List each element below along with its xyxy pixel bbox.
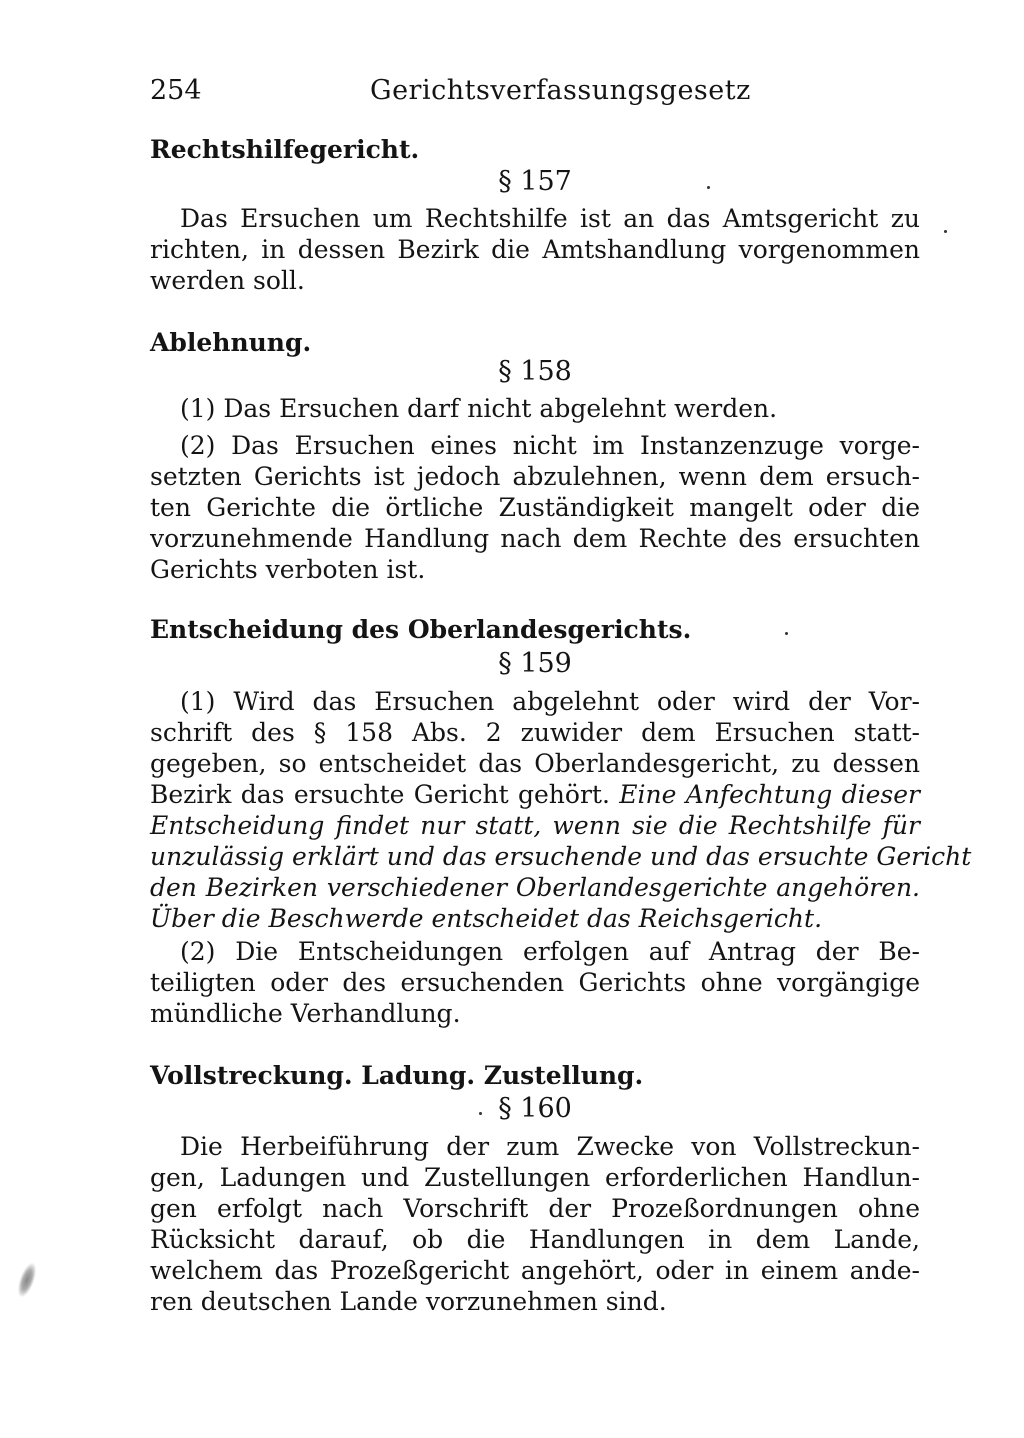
- scan-speck: [707, 186, 710, 189]
- paragraph: [150, 1131, 920, 1317]
- text-line: setzten Gerichts ist jedoch abzulehnen, wenn dem ersuch-: [150, 462, 920, 491]
- text-italic: Eine Anfechtung dieser: [619, 780, 920, 809]
- text-line: Das Ersuchen um Rechtshilfe ist an das Amtsgericht zu: [180, 204, 920, 233]
- scan-speck: [479, 1112, 482, 1115]
- ink-smudge: [14, 1261, 39, 1300]
- section-number: § 158: [498, 356, 572, 387]
- text-line: (2) Die Entscheidungen erfolgen auf Antrag der Be-: [180, 937, 920, 966]
- section-heading: Entscheidung des Oberlandesgerichts.: [150, 615, 692, 644]
- text-line: ten Gerichte die örtliche Zuständigkeit mangelt oder die: [150, 493, 920, 522]
- scan-speck: [785, 632, 788, 635]
- section-number: § 160: [498, 1093, 572, 1124]
- text-line-italic: den Bezirken verschiedener Oberlandesgerichte angehören.: [150, 873, 920, 902]
- paragraph: [150, 936, 920, 1029]
- running-title: Gerichtsverfassungsgesetz: [370, 75, 751, 106]
- text-line: (1) Das Ersuchen darf nicht abgelehnt werden.: [180, 394, 778, 423]
- paragraph: [150, 203, 920, 296]
- text-line: (1) Wird das Ersuchen abgelehnt oder wird der Vor-: [180, 687, 920, 716]
- text-line: vorzunehmende Handlung nach dem Rechte des ersuchten: [150, 524, 920, 553]
- scan-speck: [944, 230, 947, 233]
- text-line: mündliche Verhandlung.: [150, 999, 461, 1028]
- paragraph: [150, 686, 972, 934]
- text-line: [150, 779, 920, 810]
- text-roman: Bezirk das ersuchte Gericht gehört.: [150, 780, 620, 809]
- text-line: welchem das Prozeßgericht angehört, oder in einem ande-: [150, 1256, 920, 1285]
- text-line-italic: unzulässig erklärt und das ersuchende und das ersuchte Gericht: [150, 842, 972, 871]
- text-line: gen, Ladungen und Zustellungen erforderlichen Handlun-: [150, 1163, 920, 1192]
- text-line: Die Herbeiführung der zum Zwecke von Vollstreckun-: [180, 1132, 920, 1161]
- section-heading: Vollstreckung. Ladung. Zustellung.: [150, 1061, 644, 1090]
- text-line: Gerichts verboten ist.: [150, 555, 426, 584]
- text-line: ren deutschen Lande vorzunehmen sind.: [150, 1287, 667, 1316]
- text-line-italic: Über die Beschwerde entscheidet das Reichsgericht.: [150, 904, 823, 933]
- text-line: werden soll.: [150, 266, 305, 295]
- text-line: teiligten oder des ersuchenden Gerichts ohne vorgängige: [150, 968, 920, 997]
- text-line: (2) Das Ersuchen eines nicht im Instanzenzuge vorge-: [180, 431, 920, 460]
- text-line: richten, in dessen Bezirk die Amtshandlung vorgenommen: [150, 235, 920, 264]
- paragraph: [150, 430, 920, 585]
- text-line: schrift des § 158 Abs. 2 zuwider dem Ersuchen statt-: [150, 718, 920, 747]
- page-number: 254: [150, 75, 202, 106]
- section-number: § 159: [498, 648, 572, 679]
- text-line: gegeben, so entscheidet das Oberlandesgericht, zu dessen: [150, 749, 920, 778]
- section-heading: Ablehnung.: [150, 328, 312, 357]
- section-heading: Rechtshilfegericht.: [150, 135, 420, 164]
- text-line-italic: Entscheidung findet nur statt, wenn sie die Rechtshilfe für: [150, 811, 920, 840]
- text-line: Rücksicht darauf, ob die Handlungen in dem Lande,: [150, 1225, 920, 1254]
- paragraph: [150, 393, 920, 424]
- section-number: § 157: [498, 166, 572, 197]
- text-line: gen erfolgt nach Vorschrift der Prozeßordnungen ohne: [150, 1194, 920, 1223]
